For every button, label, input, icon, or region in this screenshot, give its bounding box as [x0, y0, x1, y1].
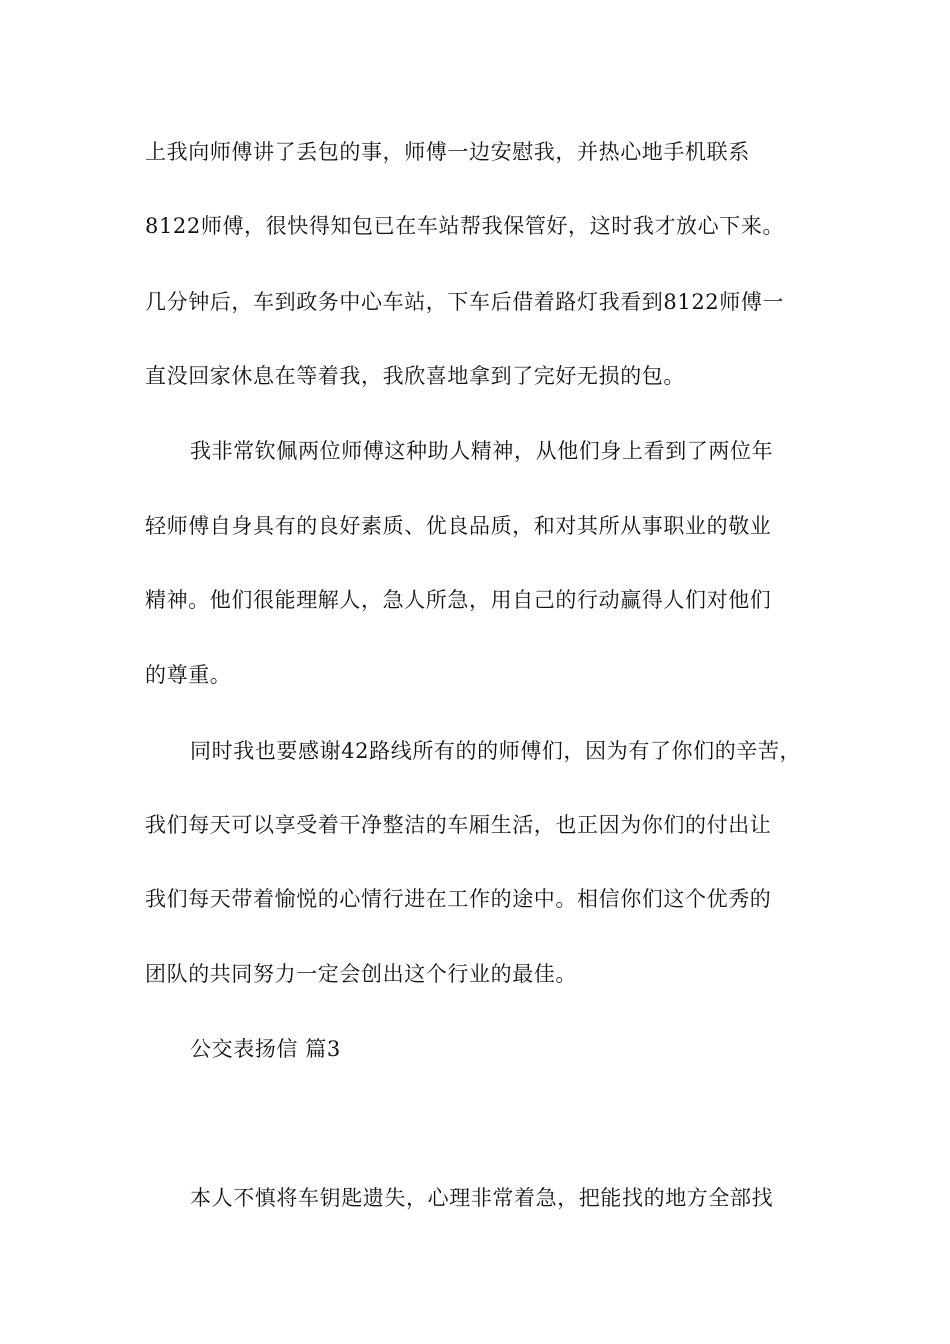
text-line-1: 上我向师傅讲了丢包的事，师傅一边安慰我，并热心地手机联系 — [145, 140, 750, 164]
text-line-4: 直没回家休息在等着我，我欣喜地拿到了完好无损的包。 — [145, 364, 685, 388]
text-line-11: 我们每天带着愉悦的心情行进在工作的途中。相信你们这个优秀的 — [145, 887, 772, 911]
text-line-14: 本人不慎将车钥匙遗失，心理非常着急，把能找的地方全部找 — [190, 1186, 774, 1210]
text-line-6: 轻师傅自身具有的良好素质、优良品质，和对其所从事职业的敬业 — [145, 514, 772, 538]
text-line-3: 几分钟后，车到政务中心车站，下车后借着路灯我看到8122师傅一 — [145, 290, 785, 314]
text-line-12: 团队的共同努力一定会创出这个行业的最佳。 — [145, 962, 577, 986]
section-heading: 公交表扬信 篇3 — [190, 1037, 341, 1061]
text-line-8: 的尊重。 — [145, 663, 232, 687]
text-line-7: 精神。他们很能理解人，急人所急，用自己的行动赢得人们对他们 — [145, 588, 772, 612]
text-line-9: 同时我也要感谢42路线所有的的师傅们，因为有了你们的辛苦， — [190, 739, 802, 763]
text-line-10: 我们每天可以享受着干净整洁的车厢生活，也正因为你们的付出让 — [145, 813, 772, 837]
text-line-2: 8122师傅，很快得知包已在车站帮我保管好，这时我才放心下来。 — [145, 214, 785, 238]
text-line-5: 我非常钦佩两位师傅这种助人精神，从他们身上看到了两位年 — [190, 439, 774, 463]
